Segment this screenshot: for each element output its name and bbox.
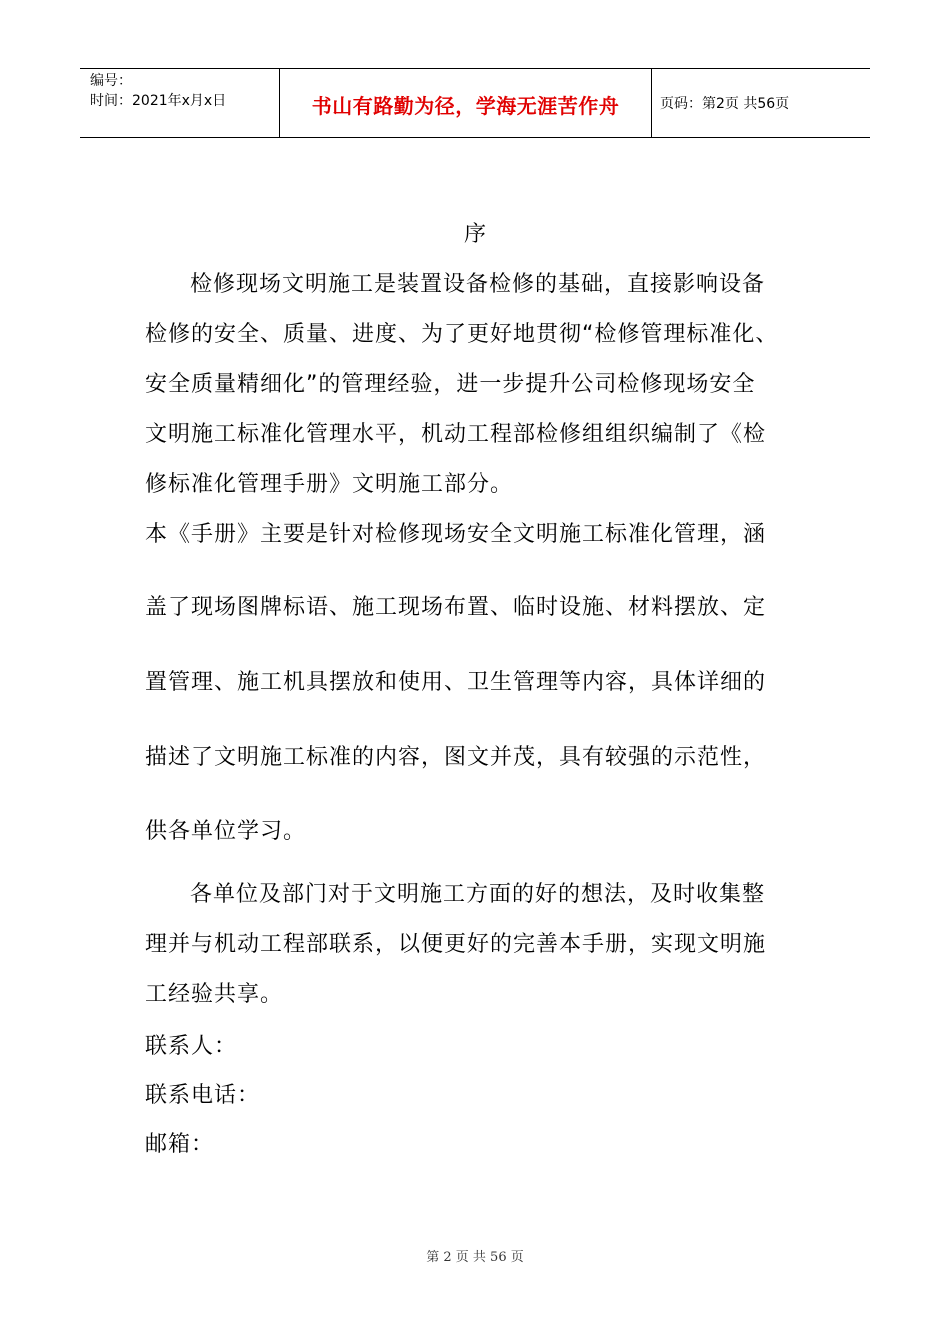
- paragraph-line: 检修现场文明施工是装置设备检修的基础，直接影响设备: [190, 272, 766, 297]
- paragraph-line: 工经验共享。: [145, 982, 284, 1007]
- paragraph-line: 置管理、施工机具摆放和使用、卫生管理等内容，具体详细的: [145, 670, 767, 695]
- paragraph-line: 供各单位学习。: [145, 819, 307, 844]
- paragraph-line: 安全质量精细化”的管理经验，进一步提升公司检修现场安全: [145, 372, 756, 397]
- header-meta: [80, 69, 280, 137]
- paragraph-line: 修标准化管理手册》文明施工部分。: [145, 472, 514, 497]
- header-page-info: 页码：第2页 共56页: [660, 96, 790, 112]
- paragraph-line: 描述了文明施工标准的内容，图文并茂，具有较强的示范性，: [145, 745, 767, 770]
- number-label: 编号：: [90, 73, 132, 89]
- page-footer: 第 2 页 共 56 页: [426, 1250, 524, 1265]
- page-header: [80, 68, 870, 138]
- header-motto: 书山有路勤为径，学海无涯苦作舟: [311, 93, 620, 118]
- time-label: 时间：2021年x月x日: [90, 93, 227, 109]
- contact-person-label: 联系人：: [145, 1034, 238, 1059]
- paragraph-line: 盖了现场图牌标语、施工现场布置、临时设施、材料摆放、定: [145, 595, 767, 620]
- header-motto-cell: [280, 69, 652, 137]
- paragraph-line: 检修的安全、质量、进度、为了更好地贯彻“检修管理标准化、: [145, 322, 779, 347]
- paragraph-line: 理并与机动工程部联系，以便更好的完善本手册，实现文明施: [145, 932, 767, 957]
- contact-email-label: 邮箱：: [145, 1132, 215, 1157]
- contact-phone-label: 联系电话：: [145, 1083, 261, 1108]
- paragraph-line: 各单位及部门对于文明施工方面的好的想法，及时收集整: [190, 882, 766, 907]
- paragraph-line: 文明施工标准化管理水平，机动工程部检修组组织编制了《检: [145, 422, 767, 447]
- paragraph-line: 本《手册》主要是针对检修现场安全文明施工标准化管理，涵: [145, 522, 767, 547]
- document-title: 序: [463, 222, 486, 247]
